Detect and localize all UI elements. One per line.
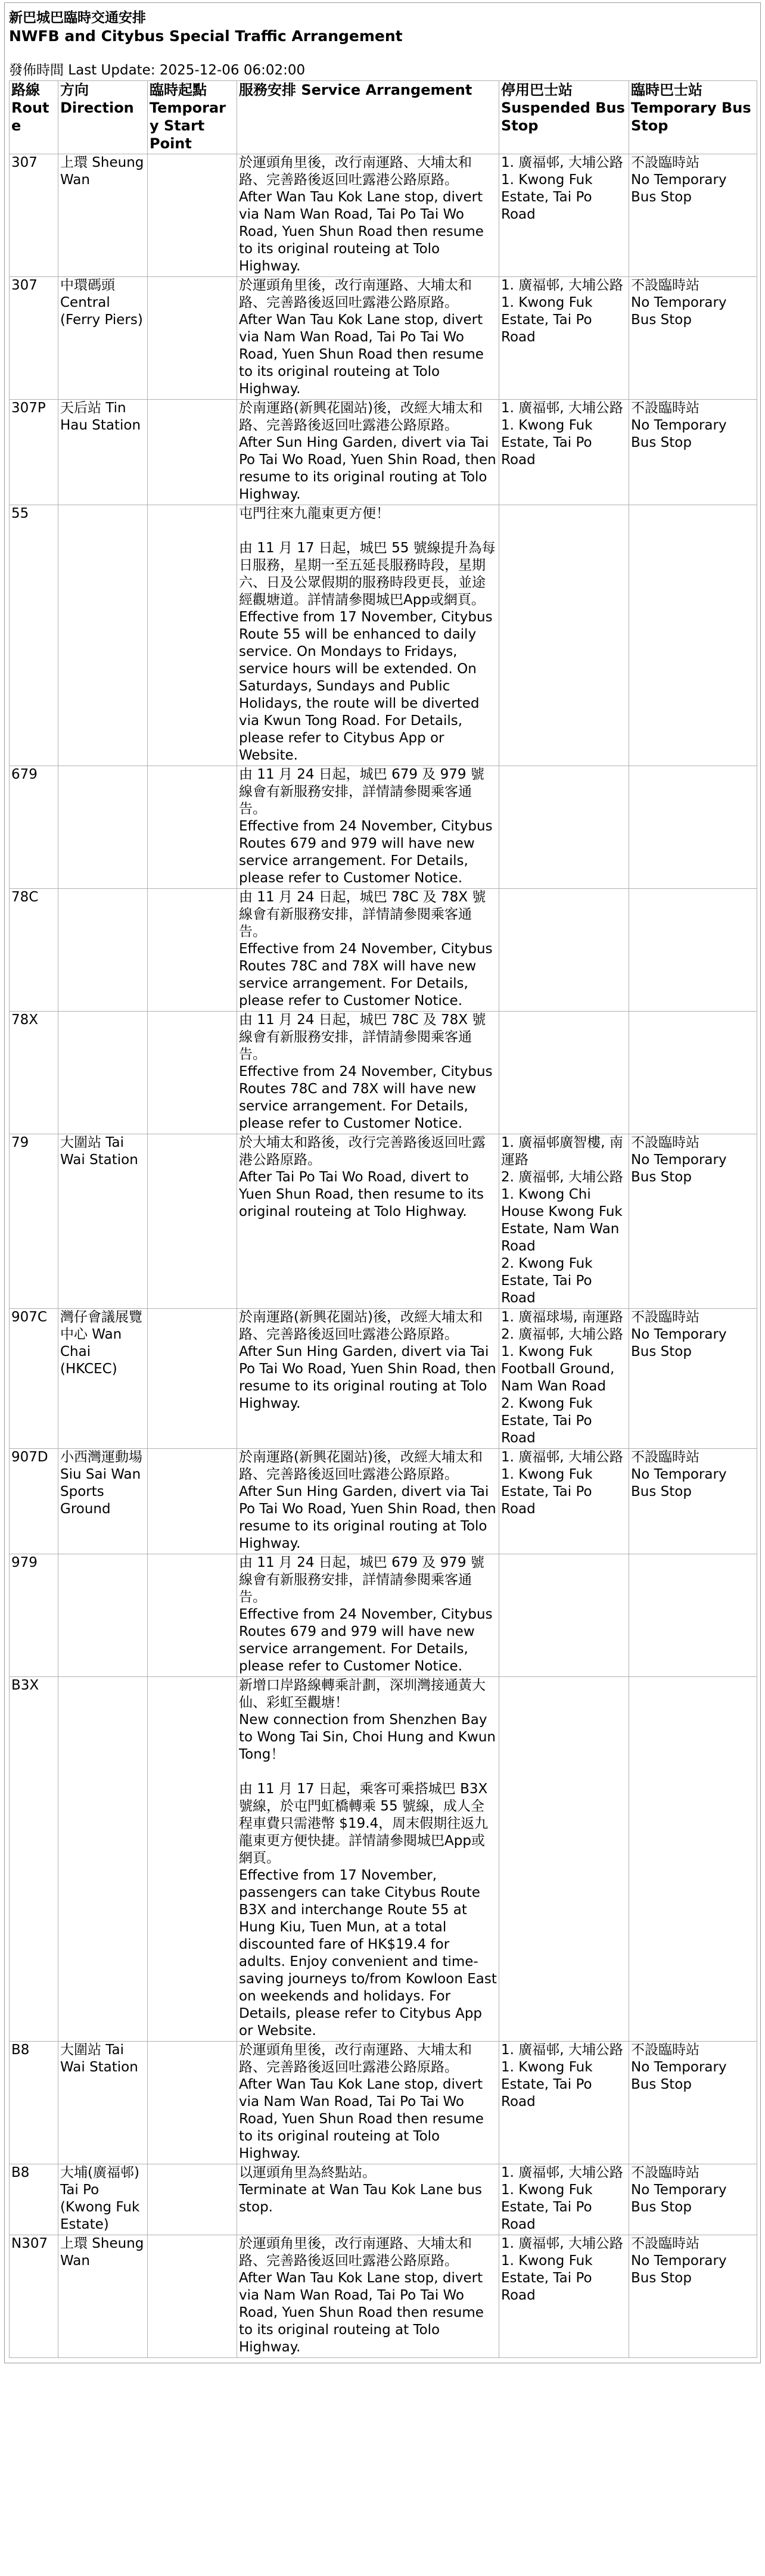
cell-route: 55 [10,505,58,766]
cell-start-point [148,1134,237,1309]
cell-temporary-stop [629,1554,757,1677]
table-row [10,2042,757,2164]
cell-start-point [148,2042,237,2164]
table-row [10,1554,757,1677]
cell-arrangement: 由 11 月 24 日起，城巴 679 及 979 號線會有新服務安排，詳情請參閱乘客通告。 Effective from 24 November, Citybus Routes 679 and 979 will have new service arrangement. For Details, please refer to Customer Notice. [237,766,499,889]
cell-suspended-stop: 1. 廣福邨, 大埔公路 1. Kwong Fuk Estate, Tai Po Road [499,2164,629,2235]
cell-arrangement: 於大埔太和路後，改行完善路後返回吐露港公路原路。 After Tai Po Tai Wo Road, divert to Yuen Shun Road, then resume to its original routeing at Tolo Highway. [237,1134,499,1309]
column-header-arrangement: 服務安排 Service Arrangement [237,81,499,154]
cell-start-point [148,154,237,277]
cell-direction: 小西灣運動場 Siu Sai Wan Sports Ground [58,1449,148,1554]
cell-route: B3X [10,1677,58,2042]
cell-arrangement: 屯門往來九龍東更方便！ 由 11 月 17 日起，城巴 55 號線提升為每日服務，星期一至五延長服務時段，星期六、日及公眾假期的服務時段更長，並途經觀塘道。詳情請參閱城巴App或網頁。 Effective from 17 November, Citybus Route 55 will be enhanced to daily service. On Mondays to Fridays, service hours will be extended. On Saturdays, Sundays and Public Holidays, the route will be diverted via Kwun Tong Road. For Details, please refer to Citybus App or Website. [237,505,499,766]
cell-direction [58,889,148,1012]
table-row [10,889,757,1012]
cell-suspended-stop [499,889,629,1012]
page-title-english: NWFB and Citybus Special Traffic Arrangement [9,27,403,45]
cell-temporary-stop: 不設臨時站 No Temporary Bus Stop [629,154,757,277]
table-row [10,400,757,505]
cell-suspended-stop [499,1012,629,1134]
cell-suspended-stop: 1. 廣福邨, 大埔公路 1. Kwong Fuk Estate, Tai Po Road [499,154,629,277]
cell-start-point [148,400,237,505]
table-row [10,1134,757,1309]
cell-arrangement: 由 11 月 24 日起，城巴 679 及 979 號線會有新服務安排，詳情請參閱乘客通告。 Effective from 24 November, Citybus Routes 679 and 979 will have new service arrangement. For Details, please refer to Customer Notice. [237,1554,499,1677]
cell-start-point [148,1012,237,1134]
cell-route: B8 [10,2042,58,2164]
cell-arrangement: 以運頭角里為終點站。 Terminate at Wan Tau Kok Lane bus stop. [237,2164,499,2235]
cell-route: 307P [10,400,58,505]
cell-route: 907D [10,1449,58,1554]
cell-direction: 灣仔會議展覽中心 Wan Chai (HKCEC) [58,1309,148,1449]
column-header-temporary-stop: 臨時巴士站 Temporary Bus Stop [629,81,757,154]
cell-arrangement: 於運頭角里後，改行南運路、大埔太和路、完善路後返回吐露港公路原路。 After Wan Tau Kok Lane stop, divert via Nam Wan Road, Tai Po Tai Wo Road, Yuen Shun Road then resume to its original routeing at Tolo Highway. [237,2235,499,2358]
table-row [10,505,757,766]
cell-temporary-stop: 不設臨時站 No Temporary Bus Stop [629,1134,757,1309]
cell-route: N307 [10,2235,58,2358]
cell-route: 78C [10,889,58,1012]
table-header-row [10,81,757,154]
cell-temporary-stop [629,1677,757,2042]
cell-start-point [148,889,237,1012]
table-row [10,154,757,277]
cell-route: 679 [10,766,58,889]
cell-suspended-stop [499,1554,629,1677]
cell-arrangement: 由 11 月 24 日起，城巴 78C 及 78X 號線會有新服務安排，詳情請參閱乘客通告。 Effective from 24 November, Citybus Routes 78C and 78X will have new service arrangement. For Details, please refer to Customer Notice. [237,1012,499,1134]
cell-direction: 大埔(廣福邨) Tai Po (Kwong Fuk Estate) [58,2164,148,2235]
cell-start-point [148,2235,237,2358]
cell-suspended-stop: 1. 廣福球場, 南運路 2. 廣福邨, 大埔公路 1. Kwong Fuk Football Ground, Nam Wan Road 2. Kwong Fuk Estate, Tai Po Road [499,1309,629,1449]
column-header-route: 路線 Route [10,81,58,154]
cell-route: 78X [10,1012,58,1134]
page-title-chinese: 新巴城巴臨時交通安排 [9,10,146,26]
last-update-label: 發佈時間 Last Update: [9,63,156,78]
cell-route: 79 [10,1134,58,1309]
cell-direction [58,1554,148,1677]
cell-temporary-stop: 不設臨時站 No Temporary Bus Stop [629,277,757,400]
cell-temporary-stop [629,1012,757,1134]
cell-start-point [148,766,237,889]
cell-suspended-stop: 1. 廣福邨, 大埔公路 1. Kwong Fuk Estate, Tai Po Road [499,1449,629,1554]
cell-direction [58,505,148,766]
last-update [9,61,756,79]
cell-suspended-stop: 1. 廣福邨, 大埔公路 1. Kwong Fuk Estate, Tai Po Road [499,400,629,505]
cell-route: B8 [10,2164,58,2235]
cell-arrangement: 新增口岸路線轉乘計劃，深圳灣接通黃大仙、彩虹至觀塘！ New connection from Shenzhen Bay to Wong Tai Sin, Choi Hung and Kwun Tong！ 由 11 月 17 日起，乘客可乘搭城巴 B3X 號線，於屯門虹橋轉乘 55 號線，成人全程車費只需港幣 $19.4，周末假期往返九龍東更方便快捷。詳情請參閱城巴App或網頁。 Effective from 17 November, passengers can take Citybus Route B3X and interchange Route 55 at Hung Kiu, Tuen Mun, at a total discounted fare of HK$19.4 for adults. Enjoy convenient and time-saving journeys to/from Kowloon East on weekends and holidays. For Details, please refer to Citybus App or Website. [237,1677,499,2042]
cell-suspended-stop [499,505,629,766]
cell-temporary-stop [629,889,757,1012]
cell-direction: 上環 Sheung Wan [58,2235,148,2358]
cell-direction: 中環碼頭 Central (Ferry Piers) [58,277,148,400]
traffic-arrangement-table [9,80,757,2358]
cell-arrangement: 於南運路(新興花園站)後，改經大埔太和路、完善路後返回吐露港公路原路。 After Sun Hing Garden, divert via Tai Po Tai Wo Road, Yuen Shin Road, then resume to its original routing at Tolo Highway. [237,1449,499,1554]
cell-temporary-stop: 不設臨時站 No Temporary Bus Stop [629,2235,757,2358]
cell-suspended-stop: 1. 廣福邨, 大埔公路 1. Kwong Fuk Estate, Tai Po Road [499,2235,629,2358]
cell-start-point [148,2164,237,2235]
cell-suspended-stop [499,1677,629,2042]
cell-direction [58,1677,148,2042]
table-body [10,154,757,2358]
table-row [10,1309,757,1449]
cell-arrangement: 由 11 月 24 日起，城巴 78C 及 78X 號線會有新服務安排，詳情請參閱乘客通告。 Effective from 24 November, Citybus Routes 78C and 78X will have new service arrangement. For Details, please refer to Customer Notice. [237,889,499,1012]
cell-start-point [148,1309,237,1449]
cell-direction: 大圍站 Tai Wai Station [58,2042,148,2164]
cell-start-point [148,1449,237,1554]
table-row [10,2235,757,2358]
table-row [10,766,757,889]
column-header-direction: 方向 Direction [58,81,148,154]
cell-route: 907C [10,1309,58,1449]
cell-arrangement: 於運頭角里後，改行南運路、大埔太和路、完善路後返回吐露港公路原路。 After Wan Tau Kok Lane stop, divert via Nam Wan Road, Tai Po Tai Wo Road, Yuen Shun Road then resume to its original routeing at Tolo Highway. [237,277,499,400]
cell-suspended-stop: 1. 廣福邨廣智樓, 南運路 2. 廣福邨, 大埔公路 1. Kwong Chi House Kwong Fuk Estate, Nam Wan Road 2. Kwong Fuk Estate, Tai Po Road [499,1134,629,1309]
cell-start-point [148,1554,237,1677]
cell-route: 307 [10,154,58,277]
cell-temporary-stop: 不設臨時站 No Temporary Bus Stop [629,400,757,505]
cell-direction: 大圍站 Tai Wai Station [58,1134,148,1309]
cell-temporary-stop: 不設臨時站 No Temporary Bus Stop [629,2164,757,2235]
table-row [10,277,757,400]
cell-route: 979 [10,1554,58,1677]
cell-direction [58,1012,148,1134]
column-header-start-point: 臨時起點 Temporary Start Point [148,81,237,154]
table-row [10,1677,757,2042]
cell-suspended-stop: 1. 廣福邨, 大埔公路 1. Kwong Fuk Estate, Tai Po Road [499,2042,629,2164]
cell-route: 307 [10,277,58,400]
cell-arrangement: 於運頭角里後，改行南運路、大埔太和路、完善路後返回吐露港公路原路。 After Wan Tau Kok Lane stop, divert via Nam Wan Road, Tai Po Tai Wo Road, Yuen Shun Road then resume to its original routeing at Tolo Highway. [237,2042,499,2164]
notice-page [4,2,761,2363]
cell-temporary-stop: 不設臨時站 No Temporary Bus Stop [629,1449,757,1554]
cell-arrangement: 於南運路(新興花園站)後，改經大埔太和路、完善路後返回吐露港公路原路。 After Sun Hing Garden, divert via Tai Po Tai Wo Road, Yuen Shin Road, then resume to its original routing at Tolo Highway. [237,1309,499,1449]
table-row [10,2164,757,2235]
cell-direction [58,766,148,889]
cell-temporary-stop [629,766,757,889]
cell-direction: 天后站 Tin Hau Station [58,400,148,505]
cell-start-point [148,277,237,400]
column-header-suspended-stop: 停用巴士站 Suspended Bus Stop [499,81,629,154]
cell-suspended-stop [499,766,629,889]
cell-start-point [148,505,237,766]
cell-arrangement: 於南運路(新興花園站)後，改經大埔太和路、完善路後返回吐露港公路原路。 After Sun Hing Garden, divert via Tai Po Tai Wo Road, Yuen Shin Road, then resume to its original routing at Tolo Highway. [237,400,499,505]
table-row [10,1012,757,1134]
last-update-time: 2025-12-06 06:02:00 [159,63,306,78]
cell-arrangement: 於運頭角里後，改行南運路、大埔太和路、完善路後返回吐露港公路原路。 After Wan Tau Kok Lane stop, divert via Nam Wan Road, Tai Po Tai Wo Road, Yuen Shun Road then resume to its original routeing at Tolo Highway. [237,154,499,277]
cell-start-point [148,1677,237,2042]
cell-direction: 上環 Sheung Wan [58,154,148,277]
cell-temporary-stop: 不設臨時站 No Temporary Bus Stop [629,2042,757,2164]
table-row [10,1449,757,1554]
cell-temporary-stop [629,505,757,766]
cell-temporary-stop: 不設臨時站 No Temporary Bus Stop [629,1309,757,1449]
cell-suspended-stop: 1. 廣福邨, 大埔公路 1. Kwong Fuk Estate, Tai Po Road [499,277,629,400]
